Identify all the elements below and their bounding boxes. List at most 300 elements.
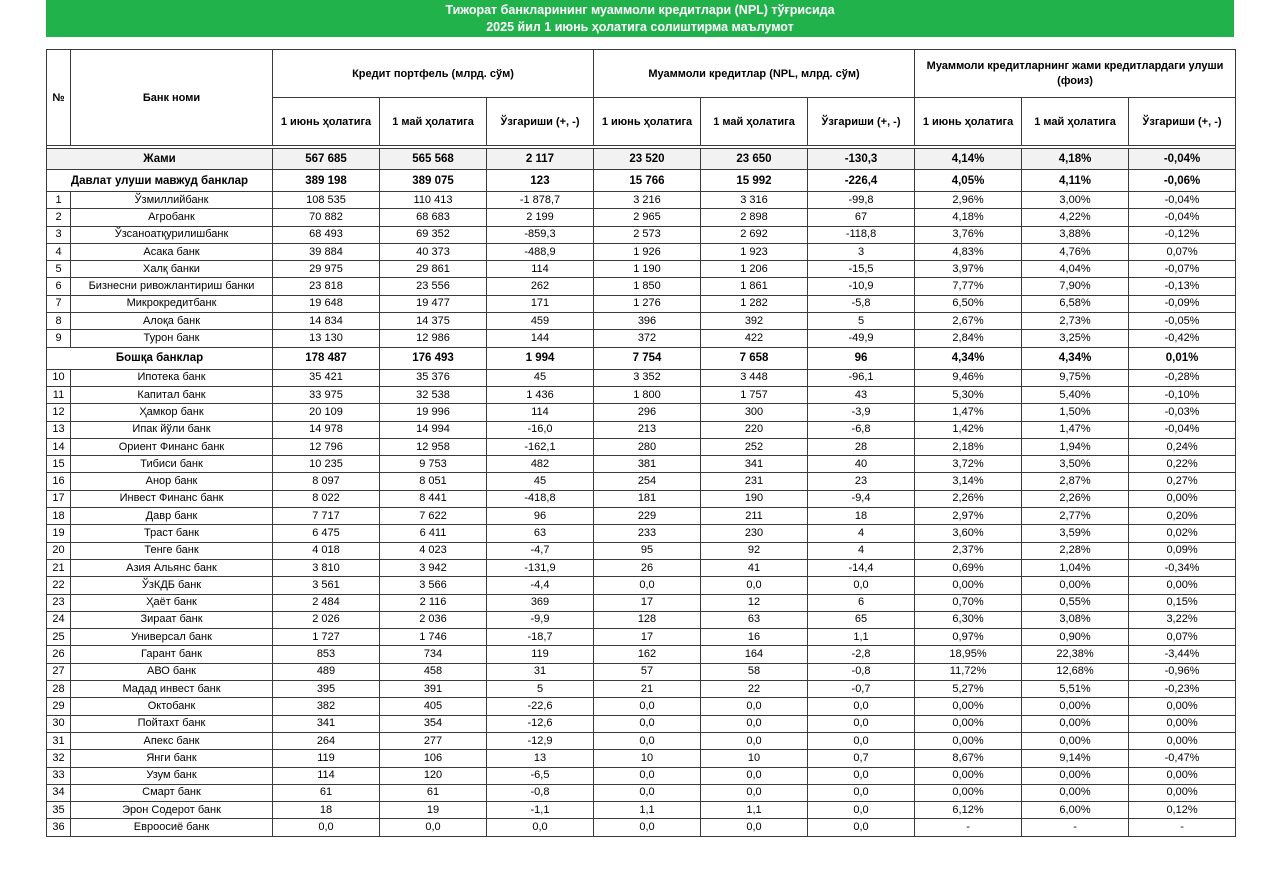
row-value: 2,77% <box>1022 508 1129 525</box>
row-value: 262 <box>487 278 594 295</box>
row-value: 354 <box>380 715 487 732</box>
table-body <box>47 146 1236 837</box>
state-banks-row-value: 389 075 <box>380 170 487 192</box>
row-value: 95 <box>594 542 701 559</box>
row-value: 43 <box>808 386 915 403</box>
row-value: -2,8 <box>808 646 915 663</box>
bank-name: Анор банк <box>71 473 273 490</box>
row-value: 3 216 <box>594 192 701 209</box>
row-value: 17 <box>594 594 701 611</box>
bank-name: Микрокредитбанк <box>71 295 273 312</box>
bank-name: АВО банк <box>71 663 273 680</box>
row-value: 5,51% <box>1022 681 1129 698</box>
row-value: 8,67% <box>915 750 1022 767</box>
row-value: 9 753 <box>380 456 487 473</box>
row-value: 2 116 <box>380 594 487 611</box>
row-value: -0,04% <box>1129 209 1236 226</box>
row-value: -49,9 <box>808 330 915 347</box>
bank-name: Евроосиё банк <box>71 819 273 836</box>
row-value: 2 573 <box>594 226 701 243</box>
row-value: 1 926 <box>594 243 701 260</box>
row-value: - <box>915 819 1022 836</box>
row-value: -418,8 <box>487 490 594 507</box>
total-row-value: -0,04% <box>1129 149 1236 170</box>
subheader-june: 1 июнь ҳолатига <box>594 98 701 146</box>
bank-name: Ҳамкор банк <box>71 404 273 421</box>
table-row <box>47 209 1236 226</box>
bank-name: Ипотека банк <box>71 369 273 386</box>
row-value: 164 <box>701 646 808 663</box>
total-row-value: 4,14% <box>915 149 1022 170</box>
row-value: 22,38% <box>1022 646 1129 663</box>
title-line-2: 2025 йил 1 июнь ҳолатига солиштирма маълумот <box>486 20 794 34</box>
row-value: 65 <box>808 611 915 628</box>
row-value: 4,22% <box>1022 209 1129 226</box>
header-num: № <box>47 50 71 146</box>
total-row-label: Жами <box>47 149 273 170</box>
row-value: 3,00% <box>1022 192 1129 209</box>
row-number: 33 <box>47 767 71 784</box>
row-value: 0,90% <box>1022 629 1129 646</box>
row-value: 0,00% <box>1129 577 1236 594</box>
state-banks-row-value: -226,4 <box>808 170 915 192</box>
row-number: 28 <box>47 681 71 698</box>
row-value: 171 <box>487 295 594 312</box>
row-value: 4 018 <box>273 542 380 559</box>
row-number: 10 <box>47 369 71 386</box>
row-value: 114 <box>273 767 380 784</box>
row-value: 119 <box>487 646 594 663</box>
row-value: 0,0 <box>594 577 701 594</box>
row-value: 19 <box>380 802 487 819</box>
row-value: 459 <box>487 313 594 330</box>
bank-name: Пойтахт банк <box>71 715 273 732</box>
row-value: 0,00% <box>1022 767 1129 784</box>
row-value: 1 850 <box>594 278 701 295</box>
row-value: 0,0 <box>273 819 380 836</box>
row-value: 7,77% <box>915 278 1022 295</box>
table-row <box>47 226 1236 243</box>
bank-name: Смарт банк <box>71 784 273 801</box>
table-row <box>47 261 1236 278</box>
row-value: 231 <box>701 473 808 490</box>
row-value: 0,0 <box>701 819 808 836</box>
bank-name: Ипак йўли банк <box>71 421 273 438</box>
bank-name: Агробанк <box>71 209 273 226</box>
header-credit-portfolio: Кредит портфель (млрд. сўм) <box>273 50 594 98</box>
table-row <box>47 559 1236 576</box>
row-value: 17 <box>594 629 701 646</box>
row-value: 14 834 <box>273 313 380 330</box>
row-value: 2,37% <box>915 542 1022 559</box>
row-value: 12 796 <box>273 438 380 455</box>
row-value: -0,7 <box>808 681 915 698</box>
row-value: 0,0 <box>594 767 701 784</box>
row-value: 0,00% <box>1022 577 1129 594</box>
row-value: 41 <box>701 559 808 576</box>
total-row-value: 23 520 <box>594 149 701 170</box>
row-value: 3,22% <box>1129 611 1236 628</box>
row-value: 8 022 <box>273 490 380 507</box>
row-value: 2,28% <box>1022 542 1129 559</box>
bank-name: Тибиси банк <box>71 456 273 473</box>
row-number: 32 <box>47 750 71 767</box>
row-value: 12 986 <box>380 330 487 347</box>
row-value: 1 727 <box>273 629 380 646</box>
row-value: 1 190 <box>594 261 701 278</box>
row-value: 0,0 <box>701 732 808 749</box>
table-row <box>47 542 1236 559</box>
state-banks-row-value: 389 198 <box>273 170 380 192</box>
row-value: 2,18% <box>915 438 1022 455</box>
row-value: 1 436 <box>487 386 594 403</box>
row-value: 10 <box>701 750 808 767</box>
row-number: 14 <box>47 438 71 455</box>
other-banks-row-value: 1 994 <box>487 347 594 369</box>
row-value: 31 <box>487 663 594 680</box>
row-value: 21 <box>594 681 701 698</box>
row-value: 12 <box>701 594 808 611</box>
bank-name: Асака банк <box>71 243 273 260</box>
row-value: 3,76% <box>915 226 1022 243</box>
row-value: 6,50% <box>915 295 1022 312</box>
other-banks-row-value: 7 754 <box>594 347 701 369</box>
row-value: 1,04% <box>1022 559 1129 576</box>
bank-name: Капитал банк <box>71 386 273 403</box>
row-value: 29 975 <box>273 261 380 278</box>
row-value: 119 <box>273 750 380 767</box>
table-row <box>47 681 1236 698</box>
row-value: 0,00% <box>1129 732 1236 749</box>
row-number: 20 <box>47 542 71 559</box>
row-value: -0,8 <box>808 663 915 680</box>
row-value: 2,87% <box>1022 473 1129 490</box>
table-row <box>47 646 1236 663</box>
row-value: -1,1 <box>487 802 594 819</box>
row-value: 10 <box>594 750 701 767</box>
row-value: 4 023 <box>380 542 487 559</box>
row-value: 0,00% <box>1129 767 1236 784</box>
row-value: -131,9 <box>487 559 594 576</box>
row-value: 45 <box>487 369 594 386</box>
row-value: 0,7 <box>808 750 915 767</box>
row-number: 18 <box>47 508 71 525</box>
total-row <box>47 149 1236 170</box>
row-number: 4 <box>47 243 71 260</box>
row-value: 422 <box>701 330 808 347</box>
table-row <box>47 611 1236 628</box>
table-row <box>47 802 1236 819</box>
row-value: 0,69% <box>915 559 1022 576</box>
row-value: 0,27% <box>1129 473 1236 490</box>
row-value: 0,0 <box>594 819 701 836</box>
row-value: 14 978 <box>273 421 380 438</box>
row-value: 220 <box>701 421 808 438</box>
table-row <box>47 295 1236 312</box>
row-value: 3 448 <box>701 369 808 386</box>
other-banks-row-value: 96 <box>808 347 915 369</box>
row-value: 482 <box>487 456 594 473</box>
subheader-may: 1 май ҳолатига <box>1022 98 1129 146</box>
bank-name: Универсал банк <box>71 629 273 646</box>
title-line-1: Тижорат банкларининг муаммоли кредитлари (NPL) тўғрисида <box>445 3 835 17</box>
row-value: 341 <box>273 715 380 732</box>
row-value: -4,4 <box>487 577 594 594</box>
bank-name: Инвест Финанс банк <box>71 490 273 507</box>
row-value: 3 942 <box>380 559 487 576</box>
other-banks-row-value: 7 658 <box>701 347 808 369</box>
table-header <box>47 50 1236 146</box>
row-value: 1,50% <box>1022 404 1129 421</box>
row-value: 10 235 <box>273 456 380 473</box>
table-row <box>47 525 1236 542</box>
row-value: 3,59% <box>1022 525 1129 542</box>
row-value: -18,7 <box>487 629 594 646</box>
total-row-value: 23 650 <box>701 149 808 170</box>
row-value: -1 878,7 <box>487 192 594 209</box>
row-value: 1,47% <box>1022 421 1129 438</box>
row-value: 341 <box>701 456 808 473</box>
table-row <box>47 577 1236 594</box>
row-value: 69 352 <box>380 226 487 243</box>
row-value: 264 <box>273 732 380 749</box>
state-banks-row-value: 123 <box>487 170 594 192</box>
table-row <box>47 767 1236 784</box>
row-value: 144 <box>487 330 594 347</box>
bank-name: Октобанк <box>71 698 273 715</box>
row-value: 6 <box>808 594 915 611</box>
table-row <box>47 473 1236 490</box>
row-number: 35 <box>47 802 71 819</box>
row-value: 35 421 <box>273 369 380 386</box>
subheader-may: 1 май ҳолатига <box>380 98 487 146</box>
table-row <box>47 490 1236 507</box>
bank-name: Ҳаёт банк <box>71 594 273 611</box>
row-value: 734 <box>380 646 487 663</box>
row-value: -0,34% <box>1129 559 1236 576</box>
row-number: 3 <box>47 226 71 243</box>
row-number: 27 <box>47 663 71 680</box>
row-value: 381 <box>594 456 701 473</box>
header-bank-name: Банк номи <box>71 50 273 146</box>
state-banks-row-label: Давлат улуши мавжуд банклар <box>47 170 273 192</box>
table-row <box>47 404 1236 421</box>
row-value: 0,00% <box>1129 715 1236 732</box>
row-number: 1 <box>47 192 71 209</box>
bank-name: Мадад инвест банк <box>71 681 273 698</box>
row-value: 213 <box>594 421 701 438</box>
row-value: 61 <box>273 784 380 801</box>
row-value: - <box>1022 819 1129 836</box>
row-value: 7 717 <box>273 508 380 525</box>
row-value: 0,02% <box>1129 525 1236 542</box>
row-value: 3,60% <box>915 525 1022 542</box>
row-value: 0,0 <box>594 784 701 801</box>
row-value: 382 <box>273 698 380 715</box>
header-npl-share: Муаммоли кредитларнинг жами кредитлардаги улуши (фоиз) <box>915 50 1236 98</box>
row-value: 29 861 <box>380 261 487 278</box>
other-banks-row-value: 0,01% <box>1129 347 1236 369</box>
table-row <box>47 594 1236 611</box>
other-banks-row-value: 178 487 <box>273 347 380 369</box>
row-value: 1,94% <box>1022 438 1129 455</box>
row-value: 8 441 <box>380 490 487 507</box>
row-number: 29 <box>47 698 71 715</box>
row-value: 5 <box>487 681 594 698</box>
row-value: 18,95% <box>915 646 1022 663</box>
row-value: 233 <box>594 525 701 542</box>
table-row <box>47 278 1236 295</box>
bank-name: Давр банк <box>71 508 273 525</box>
row-value: 280 <box>594 438 701 455</box>
row-value: 0,0 <box>808 577 915 594</box>
row-value: 2 898 <box>701 209 808 226</box>
row-value: 2,26% <box>915 490 1022 507</box>
state-banks-row-value: 4,05% <box>915 170 1022 192</box>
row-value: -0,28% <box>1129 369 1236 386</box>
row-value: -0,07% <box>1129 261 1236 278</box>
row-value: 0,00% <box>915 698 1022 715</box>
bank-name: Зираат банк <box>71 611 273 628</box>
row-value: 6,58% <box>1022 295 1129 312</box>
row-value: 0,00% <box>1022 698 1129 715</box>
row-value: -14,4 <box>808 559 915 576</box>
total-row-value: 565 568 <box>380 149 487 170</box>
row-value: 0,0 <box>701 698 808 715</box>
row-value: 181 <box>594 490 701 507</box>
row-value: -0,23% <box>1129 681 1236 698</box>
row-number: 25 <box>47 629 71 646</box>
total-row-value: 567 685 <box>273 149 380 170</box>
row-value: -162,1 <box>487 438 594 455</box>
row-number: 9 <box>47 330 71 347</box>
row-value: -0,09% <box>1129 295 1236 312</box>
subheader-change: Ўзгариши (+, -) <box>808 98 915 146</box>
row-value: 4 <box>808 525 915 542</box>
row-value: -9,9 <box>487 611 594 628</box>
row-value: - <box>1129 819 1236 836</box>
row-value: 1 276 <box>594 295 701 312</box>
row-value: -3,44% <box>1129 646 1236 663</box>
row-value: 230 <box>701 525 808 542</box>
row-value: 1 206 <box>701 261 808 278</box>
row-value: 28 <box>808 438 915 455</box>
row-number: 2 <box>47 209 71 226</box>
row-value: -9,4 <box>808 490 915 507</box>
row-value: 120 <box>380 767 487 784</box>
row-value: 2,84% <box>915 330 1022 347</box>
row-value: 4,18% <box>915 209 1022 226</box>
row-value: 369 <box>487 594 594 611</box>
subheader-may: 1 май ҳолатига <box>701 98 808 146</box>
row-number: 26 <box>47 646 71 663</box>
row-value: 0,00% <box>1129 490 1236 507</box>
row-value: -118,8 <box>808 226 915 243</box>
row-value: 0,0 <box>487 819 594 836</box>
row-value: 489 <box>273 663 380 680</box>
row-value: 19 648 <box>273 295 380 312</box>
row-value: 3,14% <box>915 473 1022 490</box>
row-value: 5,27% <box>915 681 1022 698</box>
table-row <box>47 732 1236 749</box>
row-value: 12 958 <box>380 438 487 455</box>
row-value: 3 316 <box>701 192 808 209</box>
row-value: 296 <box>594 404 701 421</box>
row-value: 32 538 <box>380 386 487 403</box>
row-value: 853 <box>273 646 380 663</box>
row-value: 19 477 <box>380 295 487 312</box>
row-value: 0,00% <box>915 767 1022 784</box>
row-value: 372 <box>594 330 701 347</box>
table-row <box>47 750 1236 767</box>
subheader-change: Ўзгариши (+, -) <box>1129 98 1236 146</box>
state-banks-row-value: 4,11% <box>1022 170 1129 192</box>
row-value: 2,26% <box>1022 490 1129 507</box>
row-value: 8 097 <box>273 473 380 490</box>
row-value: -0,42% <box>1129 330 1236 347</box>
row-value: -488,9 <box>487 243 594 260</box>
state-banks-row-value: -0,06% <box>1129 170 1236 192</box>
row-value: 0,0 <box>808 732 915 749</box>
row-number: 23 <box>47 594 71 611</box>
row-value: 229 <box>594 508 701 525</box>
row-number: 15 <box>47 456 71 473</box>
row-value: 22 <box>701 681 808 698</box>
row-value: -0,8 <box>487 784 594 801</box>
row-value: -16,0 <box>487 421 594 438</box>
npl-table <box>46 49 1236 837</box>
row-value: 18 <box>273 802 380 819</box>
row-value: 7,90% <box>1022 278 1129 295</box>
table-row <box>47 330 1236 347</box>
row-value: 9,14% <box>1022 750 1129 767</box>
row-value: 0,70% <box>915 594 1022 611</box>
row-value: -0,04% <box>1129 192 1236 209</box>
row-value: 3,72% <box>915 456 1022 473</box>
row-value: 5,40% <box>1022 386 1129 403</box>
row-number: 34 <box>47 784 71 801</box>
row-value: -12,6 <box>487 715 594 732</box>
row-value: 40 373 <box>380 243 487 260</box>
row-value: -6,8 <box>808 421 915 438</box>
row-number: 6 <box>47 278 71 295</box>
row-value: 458 <box>380 663 487 680</box>
state-banks-row-value: 15 766 <box>594 170 701 192</box>
bank-name: Ўзмиллийбанк <box>71 192 273 209</box>
row-value: 0,0 <box>808 802 915 819</box>
table-row <box>47 663 1236 680</box>
row-value: 1 923 <box>701 243 808 260</box>
table-row <box>47 456 1236 473</box>
table-row <box>47 715 1236 732</box>
row-value: 6 475 <box>273 525 380 542</box>
row-number: 8 <box>47 313 71 330</box>
row-value: 20 109 <box>273 404 380 421</box>
row-value: 14 994 <box>380 421 487 438</box>
row-number: 11 <box>47 386 71 403</box>
row-value: 1,1 <box>594 802 701 819</box>
row-number: 19 <box>47 525 71 542</box>
bank-name: ЎзКДБ банк <box>71 577 273 594</box>
row-value: 0,00% <box>915 784 1022 801</box>
row-value: 4,76% <box>1022 243 1129 260</box>
row-value: 0,09% <box>1129 542 1236 559</box>
row-value: 3,88% <box>1022 226 1129 243</box>
row-value: 0,00% <box>1022 732 1129 749</box>
row-value: 0,0 <box>594 732 701 749</box>
row-value: 0,0 <box>380 819 487 836</box>
row-value: 114 <box>487 404 594 421</box>
